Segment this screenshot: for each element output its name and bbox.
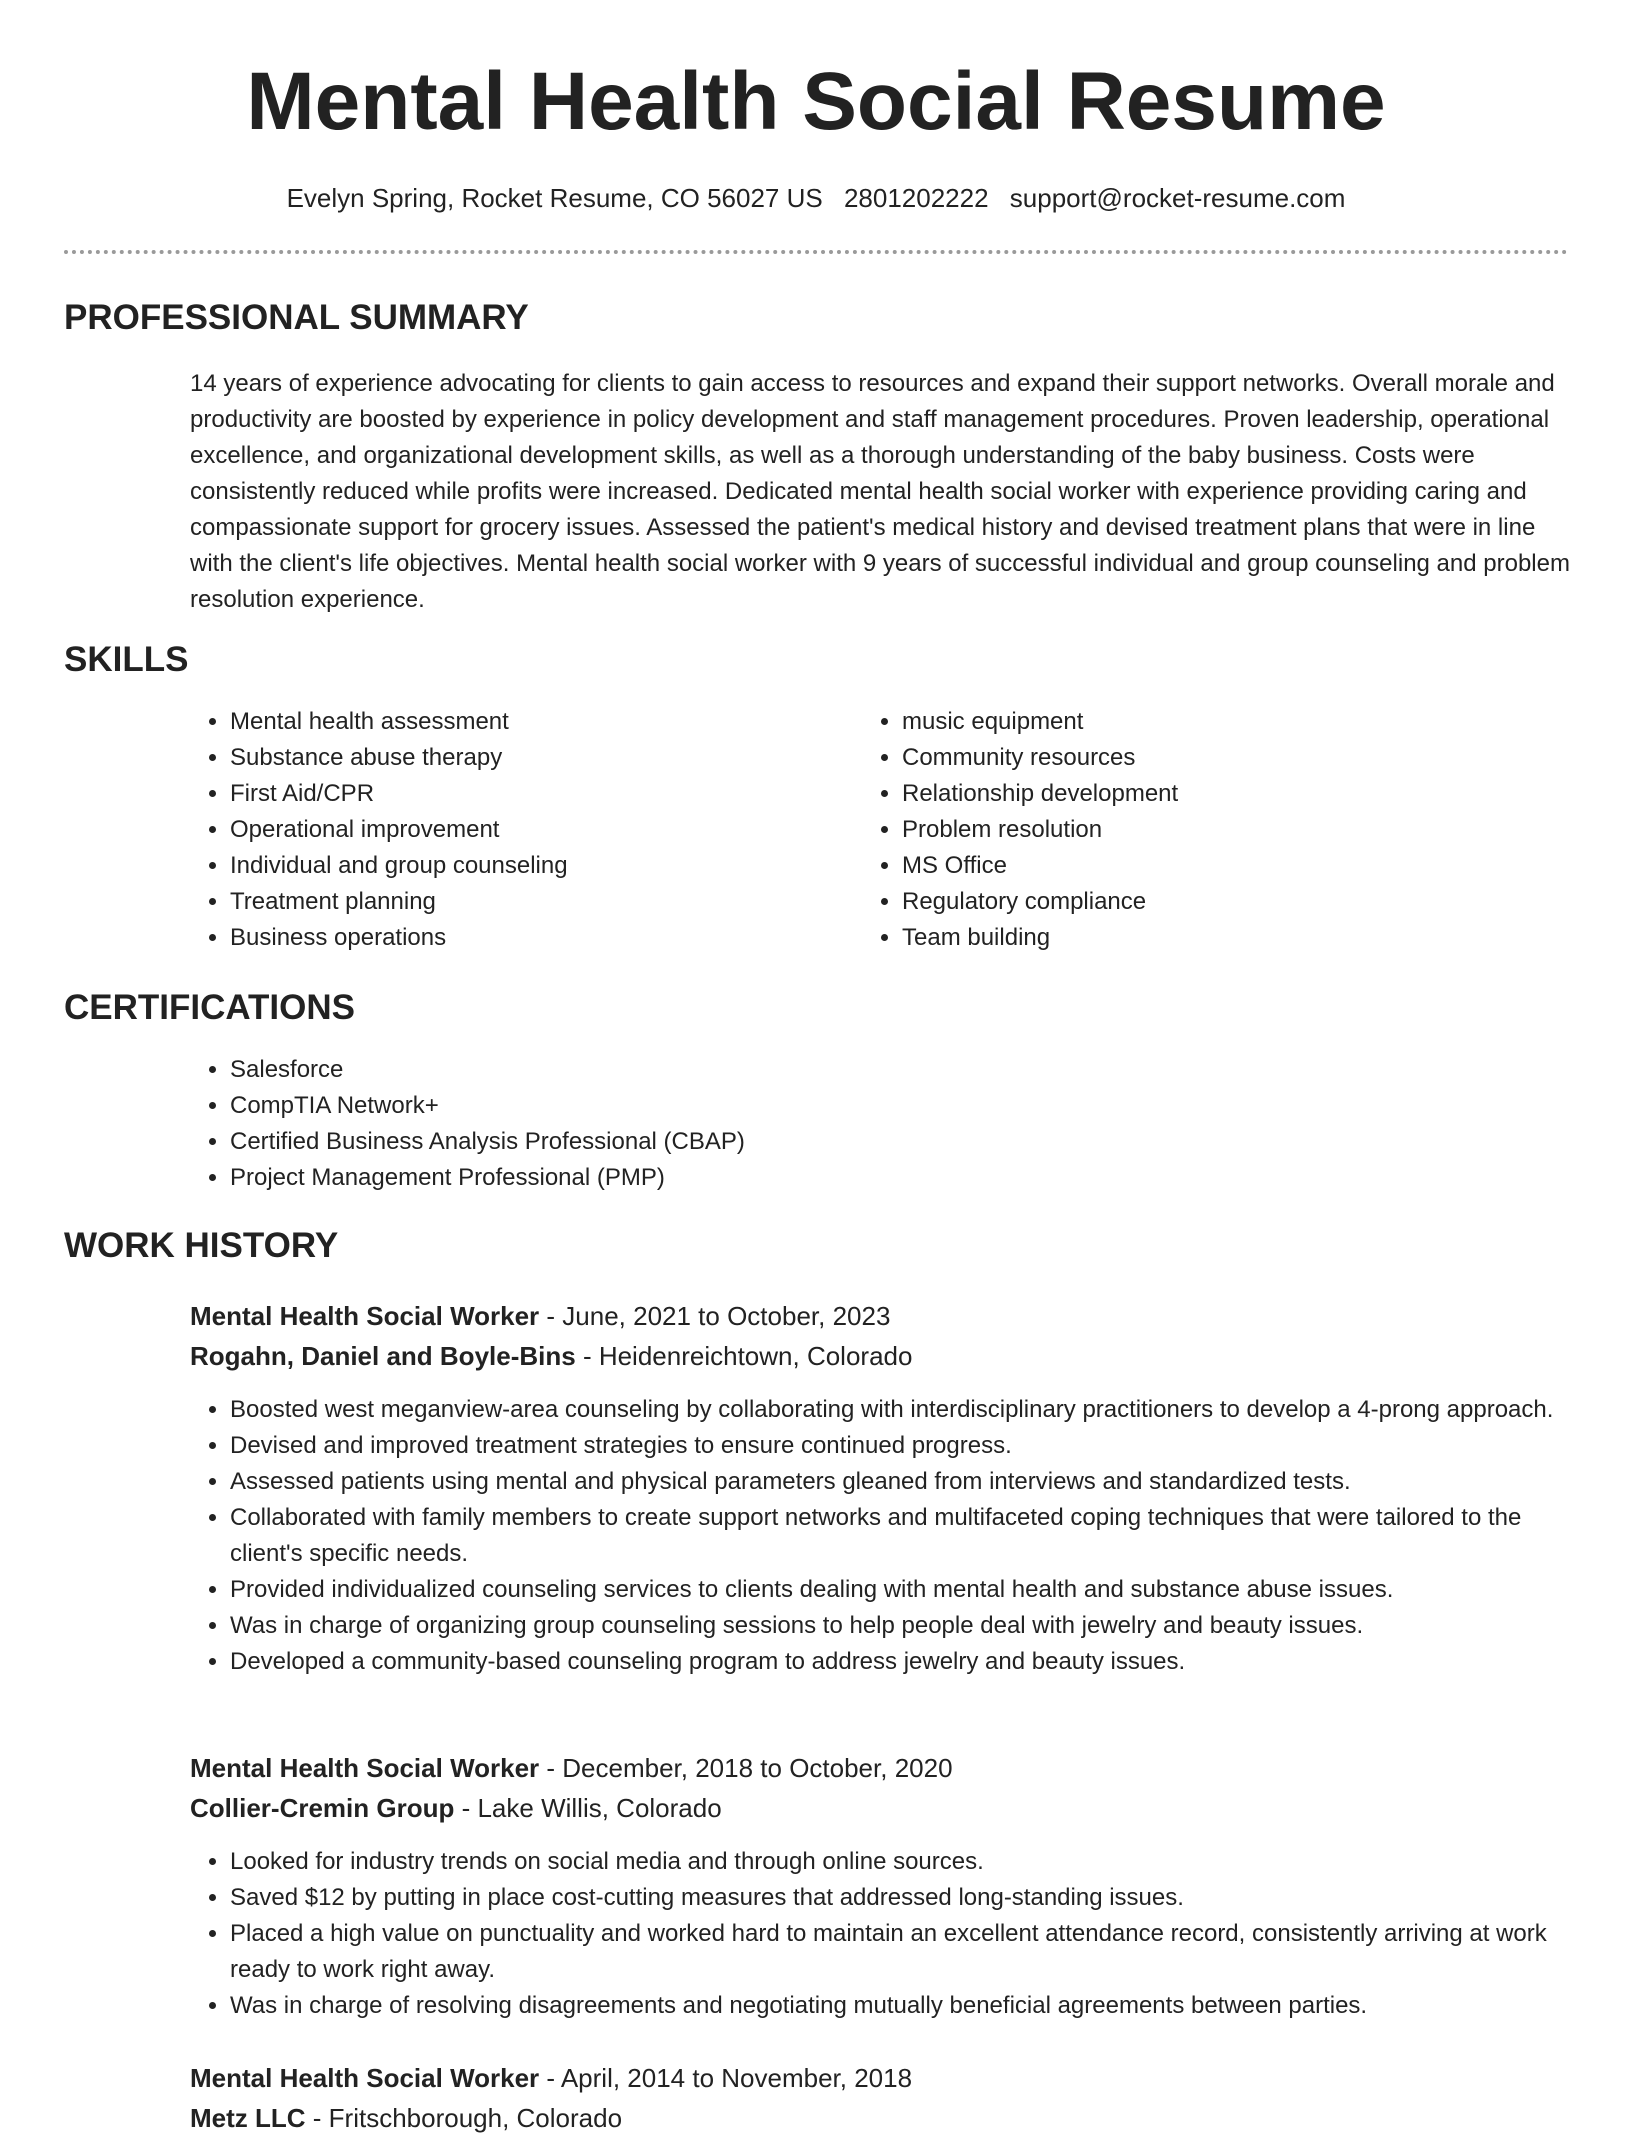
list-item: • Assessed patients using mental and physical parameters gleaned from interviews and standardized tests. [230, 1464, 1590, 1500]
job-title-line [190, 1748, 953, 1788]
job-company-line [190, 1336, 912, 1376]
job-company: Rogahn, Daniel and Boyle-Bins [190, 1341, 576, 1371]
work-history-heading: WORK HISTORY [64, 1226, 339, 1265]
list-item: • Boosted west meganview-area counseling by collaborating with interdisciplinary practitioners to develop a 4-prong approach. [230, 1392, 1590, 1428]
list-item: • Provided individualized counseling services to clients dealing with mental health and substance abuse issues. [230, 1572, 1590, 1608]
contact-phone: 2801202222 [843, 183, 989, 213]
list-item: • Relationship development [902, 776, 1502, 812]
list-item: • Team building [902, 920, 1502, 956]
list-item: • Certified Business Analysis Professional (CBAP) [230, 1124, 1530, 1160]
job-company: Collier-Cremin Group [190, 1793, 455, 1823]
list-item: • Devised and improved treatment strategies to ensure continued progress. [230, 1428, 1590, 1464]
list-item: • Substance abuse therapy [230, 740, 830, 776]
list-item: • Was in charge of resolving disagreements and negotiating mutually beneficial agreements between parties. [230, 1988, 1590, 2024]
list-item: • Mental health assessment [230, 704, 830, 740]
list-item: • Looked for industry trends on social media and through online sources. [230, 1844, 1590, 1880]
job-location: - Fritschborough, Colorado [305, 2103, 623, 2133]
list-item: • Individual and group counseling [230, 848, 830, 884]
contact-email: support@rocket-resume.com [1009, 183, 1346, 213]
skills-list-left [186, 704, 830, 956]
list-item: • Developed a community-based counseling program to address jewelry and beauty issues. [230, 1644, 1590, 1680]
skills-heading: SKILLS [64, 640, 189, 679]
job-title-line [190, 2058, 912, 2098]
job-bullets [186, 1844, 1590, 2024]
list-item: • Problem resolution [902, 812, 1502, 848]
certifications-heading: CERTIFICATIONS [64, 988, 356, 1027]
certifications-list [186, 1052, 1530, 1196]
job-dates: - April, 2014 to November, 2018 [539, 2063, 913, 2093]
list-item: • music equipment [902, 704, 1502, 740]
resume-title: Mental Health Social Resume [246, 56, 1386, 147]
job-title: Mental Health Social Worker [190, 2063, 540, 2093]
job-location: - Heidenreichtown, Colorado [575, 1341, 913, 1371]
job-company: Metz LLC [190, 2103, 306, 2133]
job-company-line [190, 2098, 622, 2138]
list-item: • Saved $12 by putting in place cost-cutting measures that addressed long-standing issues. [230, 1880, 1590, 1916]
list-item: • Was in charge of organizing group counseling sessions to help people deal with jewelry and beauty issues. [230, 1608, 1590, 1644]
list-item: • MS Office [902, 848, 1502, 884]
job-bullets [186, 1392, 1590, 1680]
job-location: - Lake Willis, Colorado [454, 1793, 722, 1823]
job-title: Mental Health Social Worker [190, 1753, 540, 1783]
list-item: • Salesforce [230, 1052, 1530, 1088]
list-item: • Operational improvement [230, 812, 830, 848]
list-item: • CompTIA Network+ [230, 1088, 1530, 1124]
summary-heading: PROFESSIONAL SUMMARY [64, 298, 529, 337]
job-title: Mental Health Social Worker [190, 1301, 540, 1331]
header-divider [64, 250, 1568, 254]
contact-address: Evelyn Spring, Rocket Resume, CO 56027 US [286, 183, 823, 213]
job-dates: - June, 2021 to October, 2023 [539, 1301, 891, 1331]
list-item: • Collaborated with family members to create support networks and multifaceted coping techniques that were tailored to the client's specific needs. [230, 1500, 1590, 1572]
list-item: • Community resources [902, 740, 1502, 776]
list-item: • First Aid/CPR [230, 776, 830, 812]
list-item: • Placed a high value on punctuality and worked hard to maintain an excellent attendance record, consistently arriving at work ready to work right away. [230, 1916, 1590, 1988]
list-item: • Project Management Professional (PMP) [230, 1160, 1530, 1196]
job-title-line [190, 1296, 890, 1336]
job-dates: - December, 2018 to October, 2020 [539, 1753, 953, 1783]
list-item: • Treatment planning [230, 884, 830, 920]
job-company-line [190, 1788, 722, 1828]
list-item: • Business operations [230, 920, 830, 956]
skills-list-right [858, 704, 1502, 956]
contact-line [0, 180, 1632, 216]
list-item: • Regulatory compliance [902, 884, 1502, 920]
summary-text: 14 years of experience advocating for clients to gain access to resources and expand their support networks. Overall morale and productivity are boosted by experience in policy development and staff management procedures. Proven leadership, operational excellence, and organizational development skills, as well as a thorough understanding of the baby business. Costs were consistently reduced while profits were increased. Dedicated mental health social worker with experience providing caring and compassionate support for grocery issues. Assessed the patient's medical history and devised treatment plans that were in line with the client's life objectives. Mental health social worker with 9 years of successful individual and group counseling and problem resolution experience. [190, 370, 1570, 613]
